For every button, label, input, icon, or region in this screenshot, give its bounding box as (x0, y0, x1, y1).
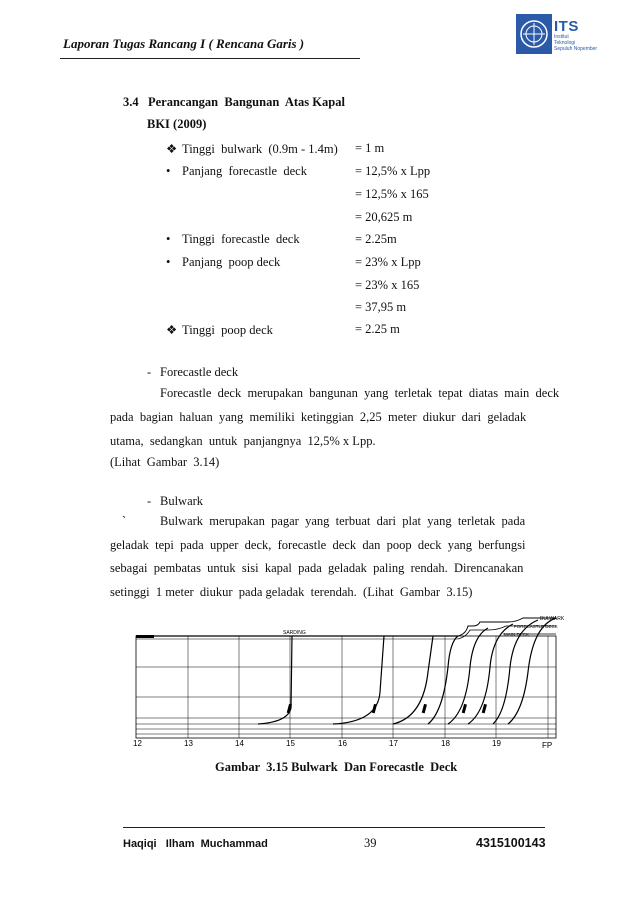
station-label: 15 (286, 739, 295, 748)
spec-row (166, 322, 273, 338)
its-logo-text (554, 20, 597, 52)
spec-value: = 2.25m (355, 232, 397, 246)
dot-bullet-icon: • (166, 255, 171, 269)
bulwark-para-line: sebagai pembatas untuk sisi kapal pada geladak paling rendah. Direncanakan (110, 561, 524, 575)
spec-label: Panjang forecastle deck (182, 164, 307, 178)
spec-value: = 23% x 165 (355, 278, 420, 292)
dot-bullet-icon: • (166, 164, 171, 178)
bulwark-para-line: setinggi 1 meter diukur pada geladak terendah. (Lihat Gambar 3.15) (110, 585, 473, 599)
diamond-bullet-icon: ❖ (166, 323, 178, 337)
spec-value: = 2.25 m (355, 322, 400, 336)
page-number: 39 (364, 836, 377, 850)
figure-caption: Gambar 3.15 Bulwark Dan Forecastle Deck (215, 760, 458, 774)
bulwark-para-line: Bulwark merupakan pagar yang terbuat dari plat yang terletak pada (160, 514, 526, 528)
station-label: 16 (338, 739, 347, 748)
main-deck-label: MAIN DECK (504, 632, 530, 637)
station-label: 13 (184, 739, 193, 748)
bulwark-title: Bulwark (160, 494, 204, 508)
station-label: 18 (441, 739, 450, 748)
forecastle-para-line: (Lihat Gambar 3.14) (110, 455, 220, 469)
forecastle-para-line: pada bagian haluan yang memiliki ketinggian 2,25 meter diukur dari geladak (110, 410, 527, 424)
footer-rule (123, 827, 545, 828)
section-subheading: BKI (2009) (147, 117, 207, 131)
bulwark-tick: ` (122, 514, 127, 528)
spec-row (166, 164, 307, 179)
forecastle-label: FORECASTLE DECK (514, 624, 558, 629)
spec-value: = 1 m (355, 141, 385, 155)
bulwark-dash: - (147, 494, 152, 508)
dot-bullet-icon: • (166, 232, 171, 246)
logo-line2: Teknologi (554, 40, 576, 46)
forecastle-title: Forecastle deck (160, 365, 239, 379)
station-label: 12 (133, 739, 142, 748)
diamond-bullet-icon: ❖ (166, 142, 178, 156)
bulwark-para-line: geladak tepi pada upper deck, forecastle deck dan poop deck yang berfungsi (110, 538, 526, 552)
bulwark-forecastle-drawing (128, 612, 565, 750)
spec-label: Tinggi bulwark (0.9m - 1.4m) (182, 142, 338, 156)
its-logo-emblem (516, 14, 552, 54)
spec-row (166, 255, 280, 270)
spec-value: = 20,625 m (355, 210, 413, 224)
station-label: 14 (235, 739, 244, 748)
bulwark-label: BULWARK (540, 616, 565, 622)
forecastle-dash: - (147, 365, 152, 379)
forecastle-para-line: Forecastle deck merupakan bangunan yang terletak tepat diatas main deck (160, 386, 560, 400)
logo-line3: Sepuluh Nopember (554, 46, 598, 52)
spec-label: Tinggi poop deck (182, 323, 273, 337)
spec-value: = 23% x Lpp (355, 255, 421, 269)
spec-value: = 37,95 m (355, 300, 407, 314)
spec-label: Tinggi forecastle deck (182, 232, 300, 246)
sarding-label: SARDING (283, 630, 306, 636)
spec-label: Panjang poop deck (182, 255, 281, 269)
report-header-title: Laporan Tugas Rancang I ( Rencana Garis ) (63, 36, 305, 51)
station-label: 19 (492, 739, 501, 748)
station-label: 17 (389, 739, 398, 748)
fp-label: FP (542, 741, 553, 750)
forecastle-para-line: utama, sedangkan untuk panjangnya 12,5% x Lpp. (110, 434, 376, 448)
student-id: 4315100143 (476, 836, 546, 850)
logo-its: ITS (554, 18, 579, 35)
spec-value: = 12,5% x 165 (355, 187, 429, 201)
spec-row (166, 232, 300, 247)
spec-value: = 12,5% x Lpp (355, 164, 431, 178)
spec-row (166, 141, 338, 157)
logo-line1: Institut (554, 34, 569, 40)
author-name: Haqiqi Ilham Muchammad (123, 838, 268, 850)
header-rule (60, 58, 360, 59)
section-heading: 3.4 Perancangan Bangunan Atas Kapal (123, 95, 345, 109)
